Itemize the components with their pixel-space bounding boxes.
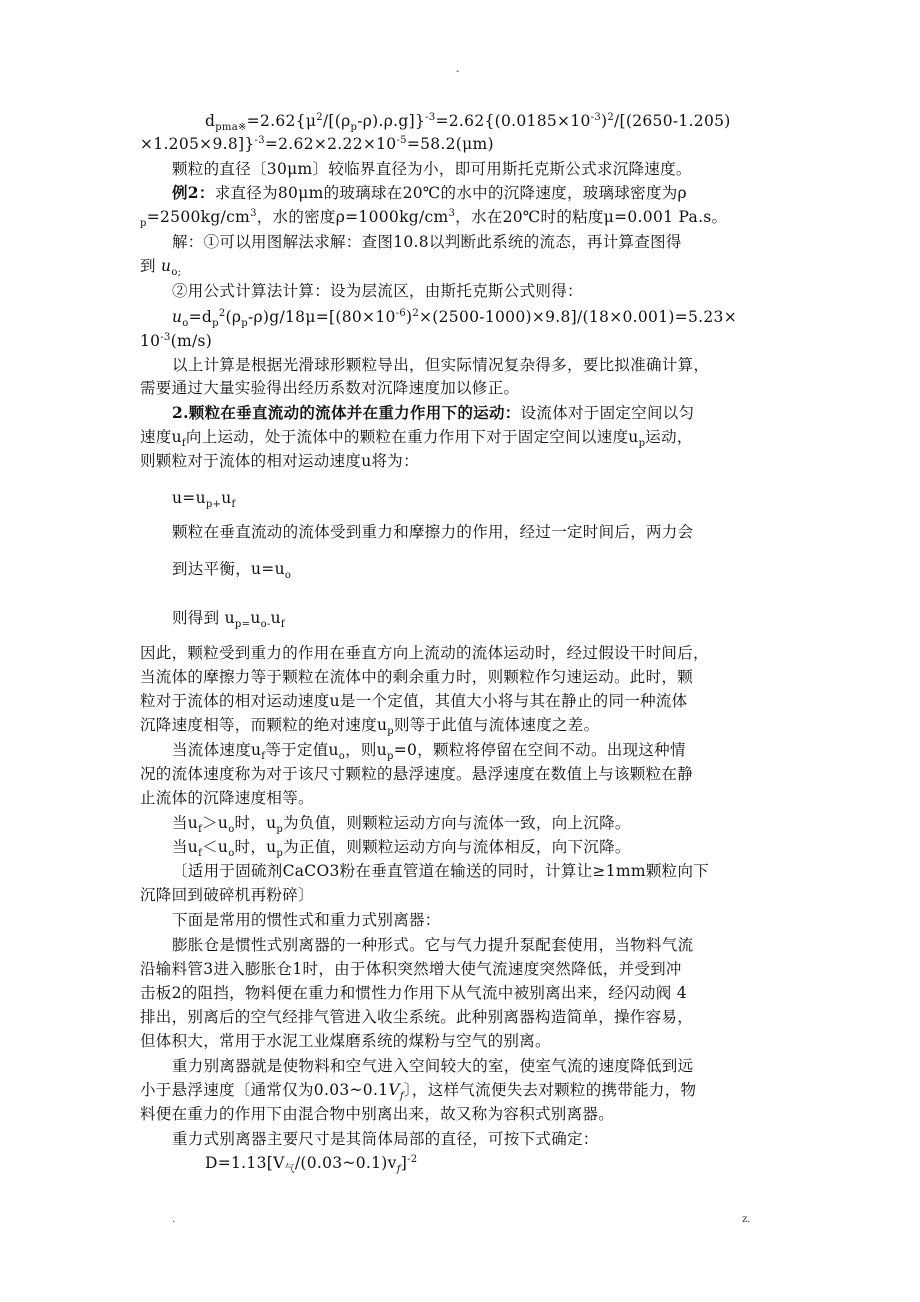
footer-left-mark: .: [172, 1214, 176, 1225]
formula-dpmax-line1: $d_{pma※}=2.62\{\mu^2/[(\rho_p-\rho).\rho.g]\}^{-3}=2.62\{(0.0185\times 10^{-3})^2/[(2650-1.205)$: [205, 111, 731, 134]
paragraph-uniform-line3: 粒对于流体的相对运动速度u是一个定值，其值大小将与其在静止的同一种流体: [140, 692, 688, 710]
paragraph-separators-intro: 下面是常用的惯性式和重力式别离器：: [172, 911, 441, 929]
paragraph-uniform-line4: 沉降速度相等，而颗粒的绝对速度$u_p$则等于此值与流体速度之差。: [140, 716, 600, 738]
equation-up: 则得到 $u_{p=}u_{o-}u_f$: [172, 609, 285, 631]
example-2-line2: $_p=2500kg/cm^3$，水的密度$\rho=1000kg/cm^3$，水在20℃时的粘度μ=0.001 Pa.s。: [140, 207, 728, 230]
paragraph-gravity-line2: 小于悬浮速度〔通常仅为$0.03\sim 0.1V_f$〕，这样气流便失去对颗粒的携带能力，物: [140, 1081, 697, 1103]
paragraph-expansion-line3: 击板2的阻挡，物料便在重力和惯性力作用下从气流中被别离出来，经闪动阀 4: [140, 984, 687, 1002]
example-2-line1: 例2：求直径为80μm的玻璃球在20℃的水中的沉降速度，玻璃球密度为ρ: [172, 183, 687, 202]
section-2-line2: 速度$u_f$向上运动，处于流体中的颗粒在重力作用下对于固定空间以速度$u_p$运动，: [140, 428, 693, 450]
paragraph-particle-diameter: 颗粒的直径〔30μm〕较临界直径为小，即可用斯托克斯公式求沉降速度。: [172, 160, 692, 178]
footer-right-mark: z.: [742, 1214, 751, 1225]
formula-stokes-line2: $10^{-3}(m/s)$: [140, 331, 213, 350]
paragraph-suspension-line1: 当流体速度$u_f$等于定值$u_o$，则$u_p=0$，颗粒将停留在空间不动。出现这种情: [172, 741, 686, 763]
note-caco3-line1: 〔适用于固硫剂CaCO3粉在垂直管道在输送的同时，计算让≥1mm颗粒向下: [172, 862, 710, 880]
paragraph-uniform-line1: 因此，颗粒受到重力的作用在垂直方向上流动的流体运动时，经过假设干时间后，: [140, 644, 709, 662]
paragraph-dimension: 重力式别离器主要尺寸是其筒体局部的直径，可按下式确定：: [172, 1130, 599, 1148]
paragraph-correction-line2: 需要通过大量实验得出经历系数对沉降速度加以修正。: [140, 379, 520, 397]
section-2-line1: 2.颗粒在垂直流动的流体并在重力作用下的运动：设流体对于固定空间以匀: [172, 403, 695, 422]
paragraph-expansion-line4: 排出，别离后的空气经排气管进入收尘系统。此种别离器构造简单，操作容易，: [140, 1008, 694, 1026]
paragraph-uniform-line2: 当流体的摩擦力等于颗粒在流体中的剩余重力时，则颗粒作匀速运动。此时，颗: [140, 668, 694, 686]
equation-diameter: $D=1.13[V_气/(0.03\sim 0.1)v_f]^{-2}$: [205, 1153, 418, 1176]
formula-stokes-line1: $u_o=d_p^2(\rho_p-\rho)g/18\mu=[(80\times 10^{-6})^2\times(2500-1000)\times 9.8]/(18\times 0.001)=5.23\times$: [172, 307, 737, 330]
equation-u: $u=u_{p+}u_f$: [172, 489, 236, 511]
solution-line1: 解：①可以用图解法求解：查图10.8以判断此系统的流态，再计算查图得: [172, 233, 682, 251]
paragraph-expansion-line5: 但体积大，常用于水泥工业煤磨系统的煤粉与空气的别离。: [140, 1032, 551, 1050]
paragraph-correction-line1: 以上计算是根据光滑球形颗粒导出，但实际情况复杂得多，要比拟准确计算，: [172, 356, 710, 374]
paragraph-gravity-line3: 料便在重力的作用下由混合物中别离出来，故又称为容积式别离器。: [140, 1105, 615, 1123]
section-2-line3: 则颗粒对于流体的相对运动速度u将为：: [140, 452, 419, 470]
note-caco3-line2: 沉降回到破碎机再粉碎〕: [140, 886, 314, 904]
case-uf-less: 当$u_f<u_o$时，$u_p$为正值，则颗粒运动方向与流体相反，向下沉降。: [172, 838, 631, 860]
paragraph-balance-line2: 到达平衡，$u=u_o$: [172, 560, 292, 582]
solution-method-2: ②用公式计算法计算：设为层流区，由斯托克斯公式则得：: [172, 282, 583, 300]
paragraph-expansion-line2: 沿输料管3进入膨胀仓1时，由于体积突然增大使气流速度突然降低，并受到冲: [140, 960, 682, 978]
case-uf-greater: 当$u_f>u_o$时，$u_p$为负值，则颗粒运动方向与流体一致，向上沉降。: [172, 814, 631, 836]
paragraph-gravity-line1: 重力别离器就是使物料和空气进入空间较大的室，使室气流的速度降低到远: [172, 1057, 694, 1075]
paragraph-balance-line1: 颗粒在垂直流动的流体受到重力和摩擦力的作用，经过一定时间后，两力会: [172, 523, 694, 541]
paragraph-suspension-line3: 止流体的沉降速度相等。: [140, 789, 314, 807]
solution-line2: 到 $u_{o;}$: [140, 257, 182, 279]
header-mark: -: [456, 66, 460, 77]
formula-dpmax-line2: $\times 1.205\times 9.8]\}^{-3}=2.62\times 2.22\times 10^{-5}=58.2(\mu m)$: [140, 134, 494, 153]
paragraph-suspension-line2: 况的流体速度称为对于该尺寸颗粒的悬浮速度。悬浮速度在数值上与该颗粒在静: [140, 765, 694, 783]
paragraph-expansion-line1: 膨胀仓是惯性式别离器的一种形式。它与气力提升泵配套使用，当物料气流: [172, 936, 694, 954]
